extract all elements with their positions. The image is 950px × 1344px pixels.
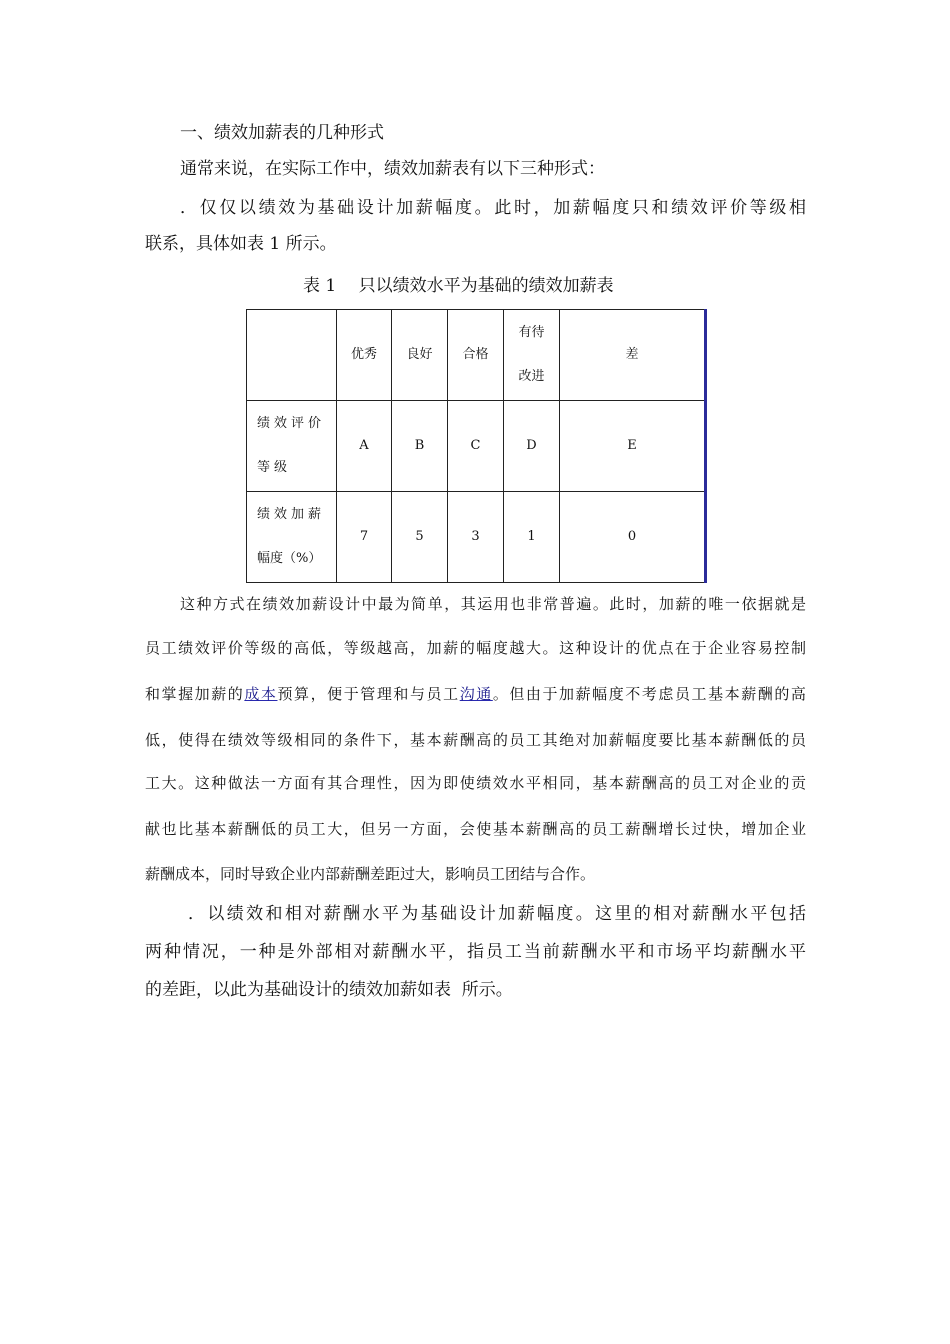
para1-line6: 献也比基本薪酬低的员工大，但另一方面，会使基本薪酬高的员工薪酬增长过快，增加企业 [145,820,806,838]
para1-line7: 薪酬成本，同时导致企业内部薪酬差距过大，影响员工团结与合作。 [145,865,596,883]
header-pass: 合格 [448,310,504,401]
grade-cell: E [560,401,706,492]
header-good: 良好 [392,310,448,401]
row-label-raise-line1: 绩效加薪 [257,507,326,522]
performance-raise-table [246,309,707,583]
item2-line1: ．以绩效和相对薪酬水平为基础设计加薪幅度。这里的相对薪酬水平包括 [188,904,806,924]
intro-paragraph: 通常来说，在实际工作中，绩效加薪表有以下三种形式： [180,159,605,179]
para1-line3 [145,684,806,704]
link-cost[interactable]: 成本 [244,685,278,703]
grade-cell: C [448,401,504,492]
para1-line3-text-b: 预算，便于管理和与员工 [277,685,460,703]
raise-cell: 0 [560,492,706,583]
item2-line2: 两种情况，一种是外部相对薪酬水平，指员工当前薪酬水平和市场平均薪酬水平 [145,942,806,962]
para1-line3-text-c: 。但由于加薪幅度不考虑员工基本薪酬的高 [492,685,806,703]
header-needs-improvement-line1: 有待 [518,325,545,340]
para1-line5: 工大。这种做法一方面有其合理性，因为即使绩效水平相同，基本薪酬高的员工对企业的贡 [145,774,806,792]
row-label-raise-line2: 幅度（%） [257,551,322,566]
para1-line4: 低，使得在绩效等级相同的条件下，基本薪酬高的员工其绝对加薪幅度要比基本薪酬低的员 [145,731,806,749]
header-needs-improvement [504,310,560,401]
header-excellent: 优秀 [337,310,392,401]
table-row [247,401,706,492]
link-communication[interactable]: 沟通 [459,685,493,703]
row-label-grade-line2: 等级 [257,460,292,475]
section-heading: 一、绩效加薪表的几种形式 [180,123,384,143]
raise-cell: 3 [448,492,504,583]
para1-line1: 这种方式在绩效加薪设计中最为简单，其运用也非常普遍。此时，加薪的唯一依据就是 [180,595,806,613]
item1-line1: ．仅仅以绩效为基础设计加薪幅度。此时，加薪幅度只和绩效评价等级相 [180,198,806,218]
row-label-grade [247,401,337,492]
row-label-grade-line1: 绩效评价 [257,416,326,431]
header-poor: 差 [560,310,706,401]
header-needs-improvement-line2: 改进 [518,369,545,384]
para1-line3-text-a: 和掌握加薪的 [145,685,245,703]
grade-cell: B [392,401,448,492]
table-row [247,492,706,583]
table-header-row [247,310,706,401]
item2-line3: 的差距，以此为基础设计的绩效加薪如表 所示。 [145,980,513,1000]
item1-line2: 联系，具体如表 1 所示。 [145,234,337,254]
table-corner-cell [247,310,337,401]
raise-cell: 7 [337,492,392,583]
grade-cell: D [504,401,560,492]
grade-cell: A [337,401,392,492]
para1-line2: 员工绩效评价等级的高低，等级越高，加薪的幅度越大。这种设计的优点在于企业容易控制 [145,639,806,657]
raise-cell: 1 [504,492,560,583]
raise-cell: 5 [392,492,448,583]
table-caption: 表 1 只以绩效水平为基础的绩效加薪表 [303,276,614,296]
row-label-raise [247,492,337,583]
